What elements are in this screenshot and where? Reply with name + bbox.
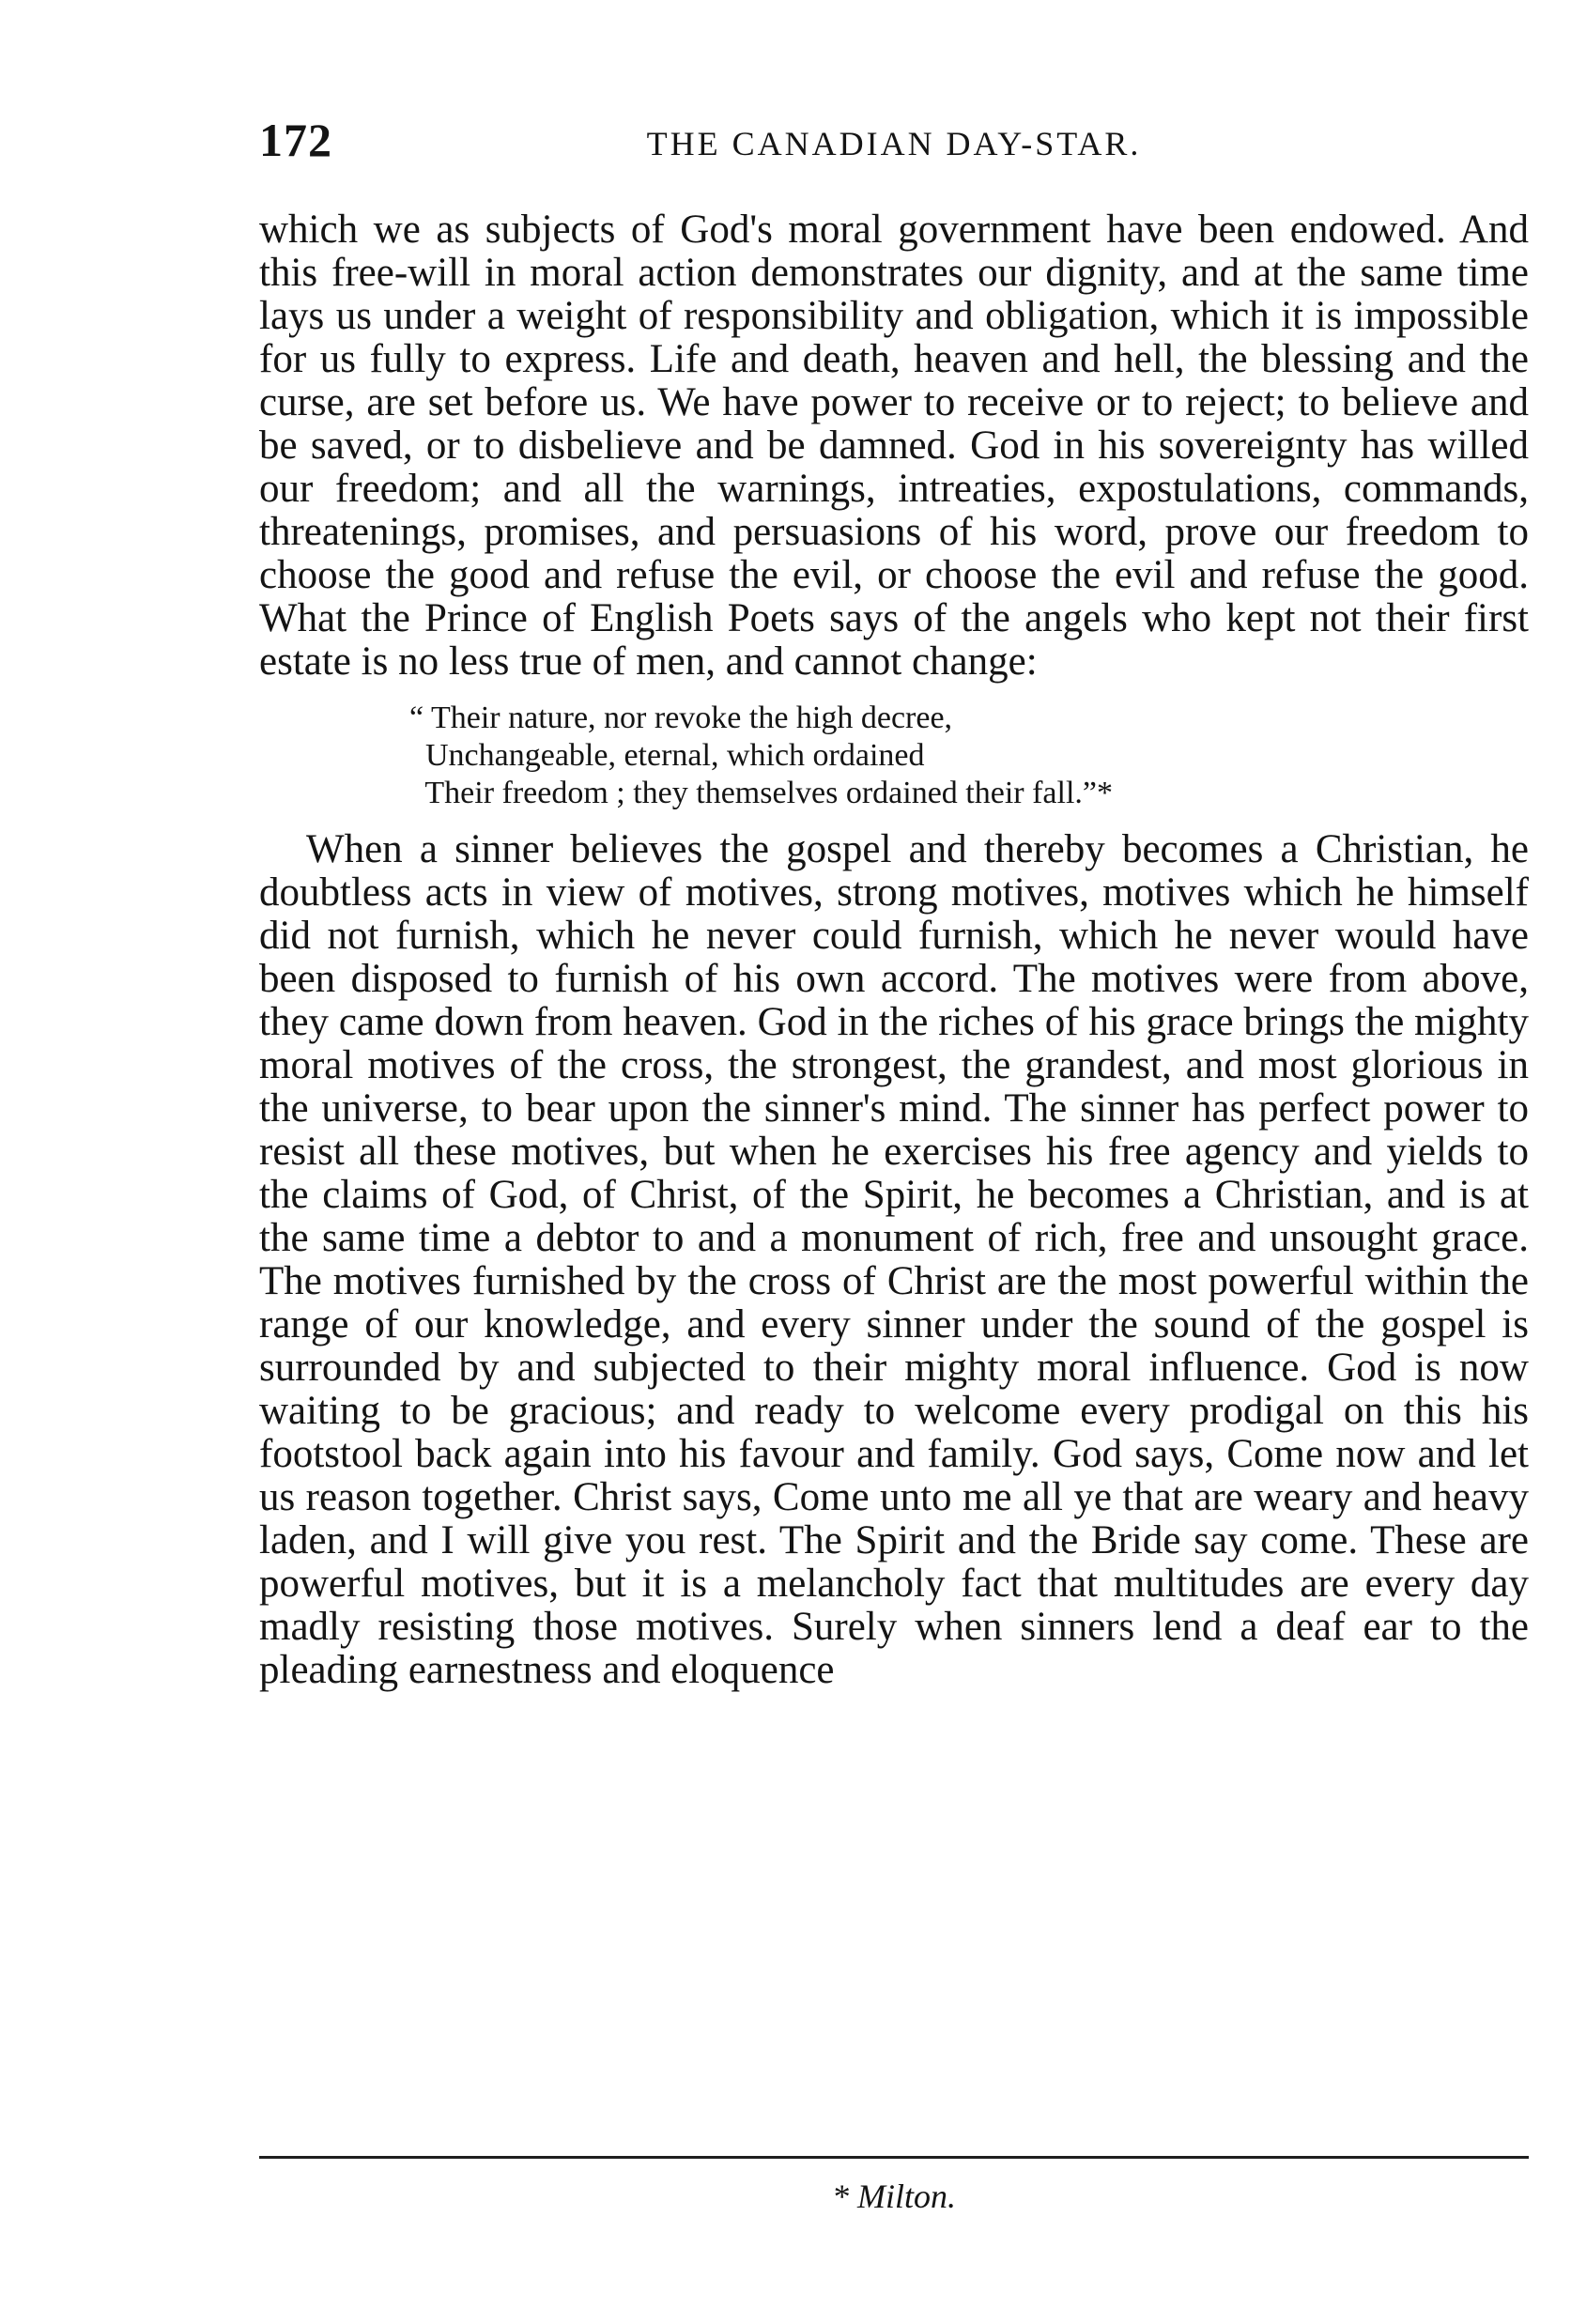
page-number: 172: [259, 114, 332, 166]
footnote: * Milton.: [832, 2178, 956, 2215]
verse-line: “ Their nature, nor revoke the high decree,: [409, 700, 953, 735]
verse-line: Their freedom ; they themselves ordained their fall.”*: [409, 776, 1113, 810]
body-text: [259, 208, 1529, 1692]
page-header: [259, 113, 1529, 169]
paragraph: When a sinner believes the gospel and thereby becomes a Christian, he doubtless acts in view of motives, strong motives, motives which he himself did not furnish, which he never could furnish, which he never would have been disposed to furnish of his own accord. The motives were from above, they came down from heaven. God in the riches of his grace brings the mighty moral motives of the cross, the strongest, the grandest, and most glorious in the universe, to bear upon the sinner's mind. The sinner has perfect power to resist all these motives, but when he exercises his free agency and yields to the claims of God, of Christ, of the Spirit, he becomes a Christian, and is at the same time a debtor to and a monument of rich, free and unsought grace. The motives furnished by the cross of Christ are the most powerful within the range of our knowledge, and every sinner under the sound of the gospel is surrounded by and subjected to their mighty moral influence. God is now waiting to be gracious; and ready to welcome every prodigal on this his footstool back again into his favour and family. God says, Come now and let us reason together. Christ says, Come unto me all ye that are weary and heavy laden, and I will give you rest. The Spirit and the Bride say come. These are powerful motives, but it is a melancholy fact that multitudes are every day madly resisting those motives. Surely when sinners lend a deaf ear to the pleading earnestness and eloquence: [259, 827, 1529, 1692]
verse-line: Unchangeable, eternal, which ordained: [409, 738, 925, 773]
verse-quotation: [409, 700, 1529, 812]
running-title: THE CANADIAN DAY-STAR.: [646, 125, 1142, 162]
footnote-divider: [259, 2156, 1529, 2159]
paragraph-continued: which we as subjects of God's moral government have been endowed. And this free-will in moral action demonstrates our dignity, and at the same time lays us under a weight of responsibility and obligation, which it is impossible for us fully to express. Life and death, heaven and hell, the blessing and the curse, are set before us. We have power to receive or to reject; to believe and be saved, or to disbelieve and be damned. God in his sovereignty has willed our freedom; and all the warnings, intreaties, expostulations, commands, threatenings, promises, and persuasions of his word, prove our freedom to choose the good and refuse the evil, or choose the evil and refuse the good. What the Prince of English Poets says of the angels who kept not their first estate is no less true of men, and cannot change:: [259, 208, 1529, 684]
